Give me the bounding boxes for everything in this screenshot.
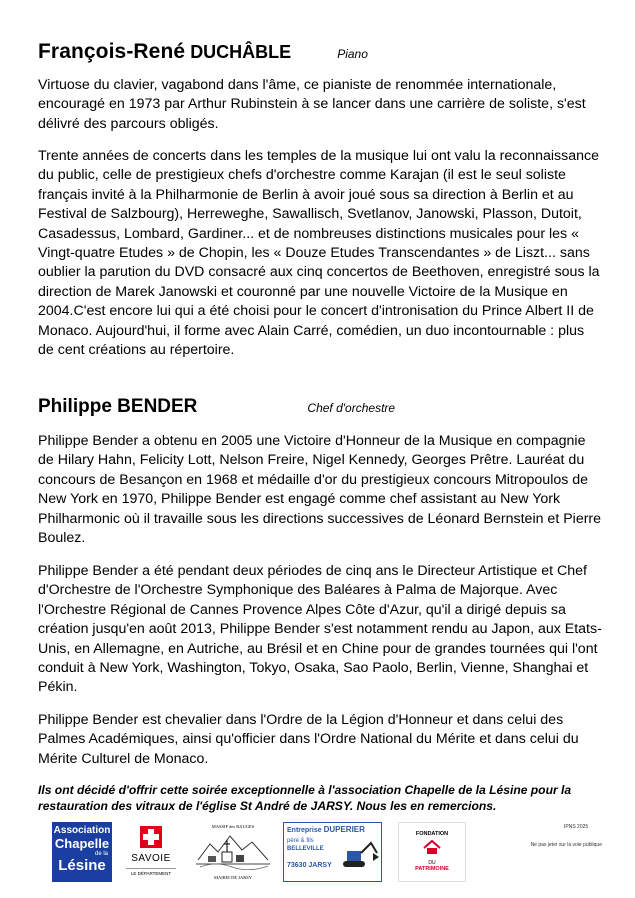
artist2-role: Chef d'orchestre [307,401,396,415]
savoie-name: SAVOIE [131,853,171,864]
fondation-logo [398,822,466,882]
duperier-logo [283,822,382,882]
thanks-note: Ils ont décidé d'offrir cette soirée exceptionnelle à l'association Chapelle de la Lésine pour la restauration des vitraux de l'église St André de JARSY. Nous les en remercions. [38,783,572,813]
artist1-role: Piano [337,47,368,61]
artist2-heading [38,396,602,418]
excavator-icon [339,839,379,873]
artist2-name: Philippe BENDER [38,396,198,417]
assoc-line1: Association [53,825,111,836]
artist1-heading [38,40,602,64]
artist2-paragraph-2: Philippe Bender a été pendant deux périodes de cinq ans le Directeur Artistique et Chef d'Orchestre de l'Orchestre Symphonique des Baléares à Palma de Majorque. Avec l'Orchestre Régional de Cannes Provence Alpes Côte d'Azur, qu'il a dirigé depuis sa création jusqu'en août 2013, Philippe Bender s'est notamment rendu au Japon, aux Etats-Unis, en Allemagne, en Autriche, au Brésil et en Chine pour de grandes tournées qui l'ont conduit à New York, Washington, Tokyo, Osaka, Sao Paolo, Berlin, Vienne, Shanghai et Pékin. [38,563,602,696]
bauges-bottom: MAIRIE DE JARSY [213,875,252,880]
sponsor-logos [52,822,602,884]
duperier-line3: père & fils [287,838,314,844]
artist1-first-name: François-René [38,40,186,63]
fondation-line2: DU [428,860,436,866]
savoie-sub: LE DÉPARTEMENT [130,871,172,876]
fondation-line3: PATRIMOINE [415,866,449,872]
litter-notice: Ne pas jeter sur la voie publique [530,842,602,848]
duperier-line1: Entreprise [287,827,322,834]
assoc-line2: Chapelle [54,836,110,851]
savoie-logo [120,822,182,882]
assoc-line3: de la [94,851,108,857]
assoc-line4: Lésine [58,857,106,874]
duperier-line2: DUPERIER [323,825,365,834]
artist1-last-name: DUCHÂBLE [190,42,292,62]
village-sketch-icon [196,830,270,870]
artist2-paragraph-1: Philippe Bender a obtenu en 2005 une Victoire d'Honneur de la Musique en compagnie de Hilary Hahn, Felicity Lott, Nelson Freire, Nigel Kennedy, Georges Prêtre. Lauréat du concours de Besançon en 1968 et médaille d'or du prestigieux concours Mitropoulos de New York en 1970, Philippe Bender est engagé comme chef assistant au New York Philharmonic où il travaille sous les directions successives de Léonard Bernstein et Pierre Boulez. [38,433,602,547]
savoie-cross-icon [140,826,162,848]
duperier-line5: 73630 JARSY [287,862,332,869]
bauges-top: MASSIF des BAUGES [211,824,255,829]
association-logo [52,822,112,882]
duperier-line4: BELLEVILLE [287,846,324,852]
bauges-logo [194,822,272,882]
fondation-line1: FONDATION [415,831,449,837]
artist1-paragraph-1: Virtuose du clavier, vagabond dans l'âme, ce pianiste de renommée internationale, encouragé en 1973 par Arthur Rubinstein à se lancer dans une carrière de soliste, s'est délivré des parcours obligés. [38,77,586,132]
artist1-paragraph-2: Trente années de concerts dans les temples de la musique lui ont valu la reconnaissance du public, celle de prestigieux chefs d'orchestre comme Karajan (il est le seul soliste français invité à la Philharmonie de Berlin à avoir joué sous sa direction à Berlin et au Festival de Salzbourg), Herreweghe, Sawallisch, Svetlanov, Janowski, Plasson, Dutoit, Casadessus, Lombard, Gardiner... et de nombreuses distinctions musicales pour les « Vingt-quatre Etudes » de Chopin, les « Douze Etudes Transcendantes » de Liszt... sans oublier la parution du DVD consacré aux cinq concertos de Beethoven, enregistré sous la direction de Marek Janowski et couronné par une nouvelle Victoire de la Musique en 2004.C'est encore lui qui a été choisi pour le concert d'intronisation du Prince Albert II de Monaco. Aujourd'hui, il forme avec Alain Carré, comédien, un duo incontournable : plus de cent créations au répertoire. [38,148,600,359]
artist2-paragraph-3: Philippe Bender est chevalier dans l'Ordre de la Légion d'Honneur et dans celui des Palmes Académiques, ainsi qu'officier dans l'Ordre National du Mérite et dans celui du Mérite Culturel de Monaco. [38,712,579,767]
artist1-name [38,40,291,64]
ipns-notice: IPNS 2025 [564,824,589,830]
fondation-house-icon [422,839,442,855]
